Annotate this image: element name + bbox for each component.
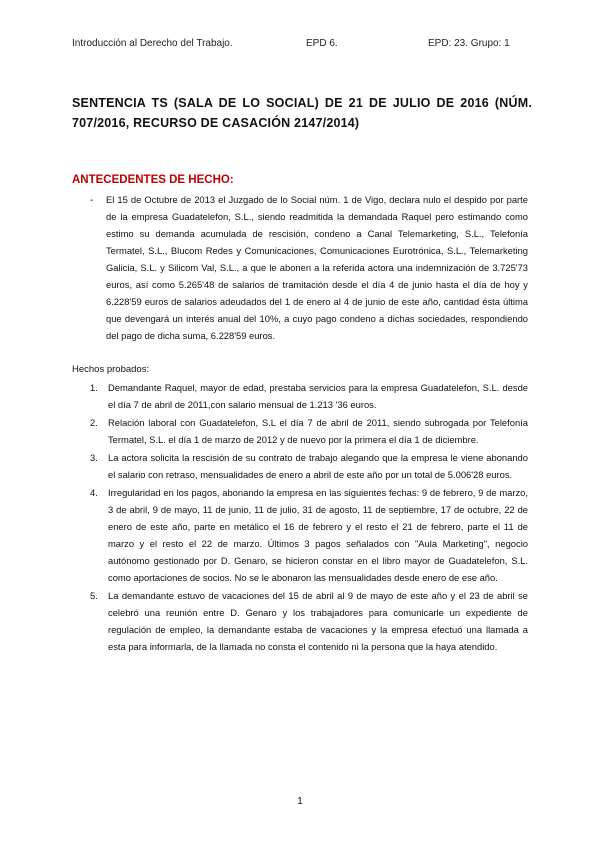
header-epd: EPD 6. [306,38,338,49]
fact-text: Irregularidad en los pagos, abonando la empresa en las siguientes fechas: 9 de febrero, 9 de marzo, 3 de abril, 9 de mayo, 11 de junio, 11 de julio, 31 de agosto, 11 de septiembre, 17 de octubre, 22 de enero de este año, parte en metálico el 16 de febrero y el resto el 21 de febrero, parte el 11 de marzo y el resto el 22 de marzo. Últimos 3 pagos señalados con "Aula Marketing", negocio autónomo gestionado por D. Genaro, se hicieron constar en el libro mayor de Guadatelefon, S.L. como aportaciones de socios. No se le abonaron las mensualidades desde enero de ese año. [108,487,528,583]
fact-number: 5. [90,590,98,601]
proven-facts-list [72,379,528,656]
fact-number: 1. [90,382,98,393]
fact-text: Demandante Raquel, mayor de edad, prestaba servicios para la empresa Guadatelefon, S.L. desde el día 7 de abril de 2011,con salario mensual de 1.213 '36 euros. [108,382,528,410]
bullet-dash: - [90,195,94,206]
page-number: 1 [297,796,303,807]
header-course: Introducción al Derecho del Trabajo. [72,38,233,49]
proven-facts-label: Hechos probados: [72,364,150,375]
antecedent-paragraph: El 15 de Octubre de 2013 el Juzgado de lo Social núm. 1 de Vigo, declara nulo el despido por parte de la empresa Guadatelefon, S.L., siendo readmitida la demandada Raquel pero estimando como estimo su demanda acumulada de rescisión, condeno a Canal Telemarketing, S.L., Telefonía Termatel, S.L., Blucom Redes y Comunicaciones, Comunicaciones Eurotrónica, S.L., Telemarketing Galicia, S.L. y Silicom Val, S.L., a que le abonen a la referida actora una indemnización de 3.725'73 euros, así como 5.265'48 de salarios de tramitación desde el día 4 de junio hasta el día de hoy y 6.228'59 euros de salarios adeudados del 1 de enero al 4 de junio de este año, cantidad ésta última que devengará un interés anual del 10%, a cuyo pago condeno a dichas sociedades, respondiendo del pago de dicha suma, 6.228'59 euros. [106,194,528,341]
fact-number: 3. [90,452,98,463]
fact-item [72,414,528,448]
section-heading: ANTECEDENTES DE HECHO: [72,174,234,186]
fact-number: 2. [90,417,98,428]
fact-item [72,449,528,483]
fact-item [72,587,528,655]
fact-text: Relación laboral con Guadatelefon, S.L el día 7 de abril de 2011, siendo subrogada por Telefonía Termatel, S.L. el día 1 de marzo de 2012 y de nuevo por la primera el día 1 de diciembre. [108,417,528,445]
fact-item [72,484,528,586]
fact-number: 4. [90,487,98,498]
fact-item [72,379,528,413]
fact-text: La demandante estuvo de vacaciones del 15 de abril al 9 de mayo de este año y el 23 de abril se celebró una reunión entre D. Genaro y los trabajadores para comunicarle un expediente de regulación de empleo, la demandante estaba de vacaciones y la empresa efectuó una llamada a esta para informarla, de la llamada no consta el contenido ni la persona que la haya atendido. [108,590,528,652]
header-group: EPD: 23. Grupo: 1 [428,38,510,49]
fact-text: La actora solicita la rescisión de su contrato de trabajo alegando que la empresa le viene abonando el salario con retraso, mensualidades de enero a abril de este año por un total de 5.006'28 euros. [108,452,528,480]
document-title: SENTENCIA TS (SALA DE LO SOCIAL) DE 21 DE JULIO DE 2016 (NÚM. 707/2016, RECURSO DE CASACIÓN 2147/2014) [72,96,532,130]
